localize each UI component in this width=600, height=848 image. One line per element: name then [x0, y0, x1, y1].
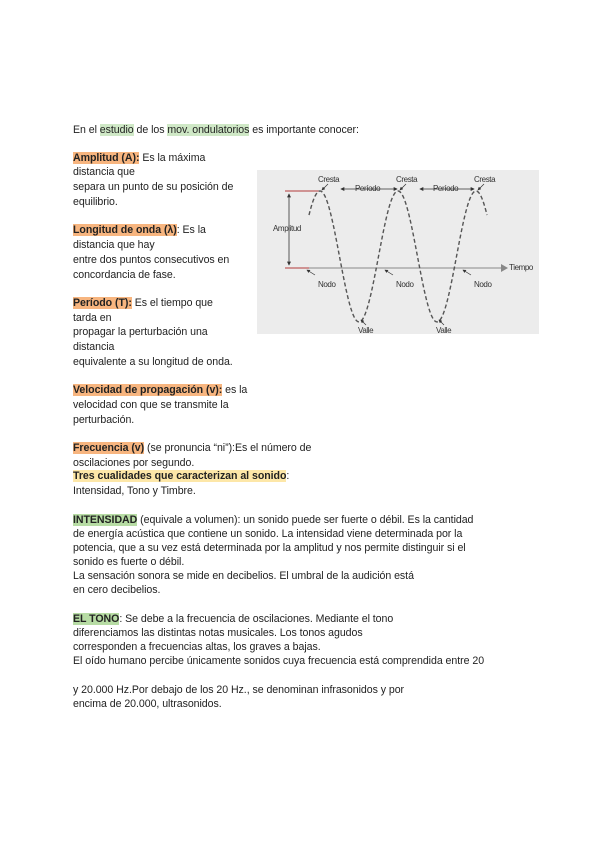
label-valle-1: Valle [358, 326, 374, 334]
amplitud-line-1 [73, 152, 205, 165]
intensidad-text-1: (equivale a volumen): un sonido puede ser fuerte o débil. Es la cantidad [137, 514, 474, 526]
term-intensidad: INTENSIDAD [73, 514, 138, 526]
tono-line-6: encima de 20.000, ultrasonidos. [73, 698, 222, 710]
tono-line-1 [73, 613, 393, 626]
pointer-cresta-3-icon [478, 184, 484, 190]
term-amplitud: Amplitud (A): [73, 152, 140, 164]
amplitud-line-3: separa un punto de su posición de [73, 181, 234, 193]
wave-diagram [257, 170, 539, 334]
tono-text-1: : Se debe a la frecuencia de oscilaciones. Mediante el tono [119, 613, 394, 625]
cualidades-text-1: : [286, 470, 290, 482]
pointer-nodo-1-icon [307, 270, 315, 275]
periodo-line-5: equivalente a su longitud de onda. [73, 356, 233, 368]
tono-line-3: corresponden a frecuencias altas, los graves a bajas. [73, 641, 321, 653]
pointer-cresta-1-icon [322, 184, 328, 190]
longitud-line-4: concordancia de fase. [73, 269, 176, 281]
intro-text-1: En el [73, 124, 100, 136]
intro-text-3: es importante conocer: [249, 124, 359, 136]
label-tiempo: Tiempo [509, 263, 533, 272]
label-valle-2: Valle [436, 326, 452, 334]
velocidad-line-2: velocidad con que se transmite la [73, 399, 229, 411]
periodo-line-1 [73, 297, 213, 310]
highlight-mov-ondulatorios: mov. ondulatorios [167, 124, 250, 136]
term-el-tono: EL TONO [73, 613, 120, 625]
label-cresta-1: Cresta [318, 175, 340, 184]
frecuencia-line-1 [73, 442, 311, 455]
intro-text-2: de los [133, 124, 168, 136]
cualidades-line-2: Intensidad, Tono y Timbre. [73, 485, 196, 497]
term-tres-cualidades: Tres cualidades que caracterizan al sonido [73, 470, 287, 482]
term-velocidad: Velocidad de propagación (v): [73, 384, 223, 396]
pointer-nodo-2-icon [385, 270, 393, 275]
intensidad-line-3: potencia, que a su vez está determinada por la amplitud y nos permite distinguir si el [73, 542, 466, 554]
label-nodo-2: Nodo [396, 280, 414, 289]
time-axis-arrow-icon [501, 264, 508, 272]
intensidad-line-1 [73, 514, 473, 527]
sine-wave [309, 191, 487, 322]
term-longitud-de-onda: Longitud de onda (λ) [73, 224, 177, 236]
label-periodo-1: Período [355, 184, 381, 193]
label-cresta-3: Cresta [474, 175, 496, 184]
term-periodo: Período (T): [73, 297, 132, 309]
term-frecuencia: Frecuencia (v) [73, 442, 145, 454]
velocidad-text-1: es la [222, 384, 248, 396]
highlight-estudio: estudio [99, 124, 134, 136]
tono-line-2: diferenciamos las distintas notas musicales. Los tonos agudos [73, 627, 363, 639]
intensidad-line-2: de energía acústica que contiene un sonido. La intensidad viene determinada por la [73, 528, 463, 540]
frecuencia-text-1: (se pronuncia “ni”):Es el número de [144, 442, 312, 454]
wave-svg [257, 170, 539, 334]
intensidad-line-6: en cero decibelios. [73, 584, 161, 596]
pointer-valle-2-icon [439, 320, 444, 325]
periodo-line-4: distancia [73, 341, 115, 353]
pointer-nodo-3-icon [463, 270, 471, 275]
label-cresta-2: Cresta [396, 175, 418, 184]
label-nodo-1: Nodo [318, 280, 336, 289]
amplitud-line-2: distancia que [73, 166, 135, 178]
periodo-line-3: propagar la perturbación una [73, 326, 208, 338]
pointer-cresta-2-icon [400, 184, 406, 190]
velocidad-line-3: perturbación. [73, 414, 135, 426]
pointer-valle-1-icon [361, 320, 366, 325]
longitud-line-1 [73, 224, 206, 237]
cualidades-line-1 [73, 470, 289, 483]
intensidad-line-4: sonido es fuerte o débil. [73, 556, 185, 568]
periodo-line-2: tarda en [73, 312, 112, 324]
label-nodo-3: Nodo [474, 280, 492, 289]
periodo-text-1: Es el tiempo que [131, 297, 213, 309]
amplitud-line-4: equilibrio. [73, 196, 118, 208]
longitud-line-3: entre dos puntos consecutivos en [73, 254, 230, 266]
longitud-line-2: distancia que hay [73, 239, 155, 251]
longitud-text-1: : Es la [176, 224, 206, 236]
label-amplitud: Amplitud [273, 224, 301, 233]
tono-line-4: El oído humano percibe únicamente sonidos cuya frecuencia está comprendida entre 20 [73, 655, 485, 667]
tono-line-5: y 20.000 Hz.Por debajo de los 20 Hz., se denominan infrasonidos y por [73, 684, 405, 696]
intensidad-line-5: La sensación sonora se mide en decibelios. El umbral de la audición está [73, 570, 414, 582]
label-periodo-2: Período [433, 184, 459, 193]
intro-line [73, 124, 359, 137]
frecuencia-line-2: oscilaciones por segundo. [73, 457, 195, 469]
amplitud-text-1: Es la máxima [139, 152, 206, 164]
velocidad-line-1 [73, 384, 247, 397]
